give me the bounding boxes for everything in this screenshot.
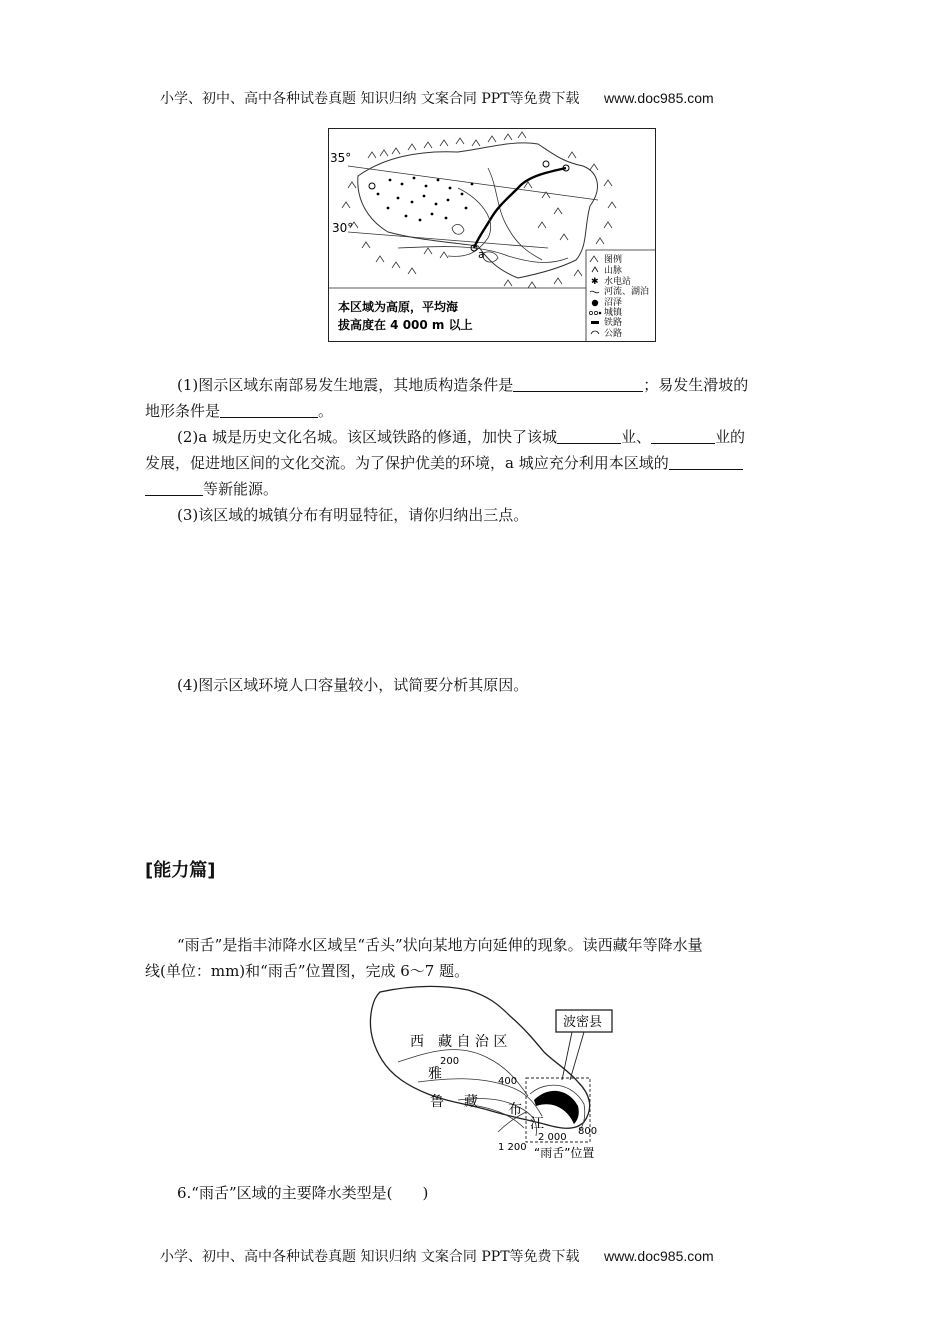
q4-text: (4)图示区域环境人口容量较小，试简要分析其原因。 — [177, 676, 529, 694]
legend-item: 城镇 — [604, 308, 623, 318]
q1-text-a: (1)图示区域东南部易发生地震，其地质构造条件是 — [177, 376, 514, 394]
river-label-lu: 鲁 — [430, 1094, 444, 1110]
footer-site-link[interactable]: www.doc985.com — [603, 1248, 714, 1264]
tibet-precip-map — [358, 982, 618, 1162]
region-label: 西 藏 自 治 区 — [410, 1034, 508, 1050]
swamp-icon — [592, 300, 598, 306]
legend-item: 山脉 — [604, 266, 623, 276]
q2-text-d: 发展，促进地区间的文化交流。为了保护优美的环境，a 城应充分利用本区域的 — [145, 454, 669, 472]
intro-text-1: “雨舌”是指丰沛降水区域呈“舌头”状向某地方向延伸的现象。读西藏年等降水量 — [177, 936, 703, 954]
q2-blank-2[interactable] — [651, 427, 715, 444]
map-note-line2: 拔高度在 4 000 m 以上 — [338, 318, 473, 332]
question-2-cont2 — [145, 476, 807, 502]
q2-text-c: 业的 — [714, 428, 745, 446]
railway-icon — [591, 321, 599, 324]
isohyet-2000-label: 2 000 — [538, 1132, 567, 1143]
q2-blank-3a[interactable] — [669, 453, 743, 470]
q2-text-e: 等新能源。 — [203, 480, 279, 498]
q2-blank-3b[interactable] — [145, 479, 203, 496]
footer-text: 小学、初中、高中各种试卷真题 知识归纳 文案合同 PPT等免费下载 — [160, 1249, 580, 1265]
q2-text-a: (2)a 城是历史文化名城。该区域铁路的修通，加快了该城 — [177, 428, 557, 446]
isohyet-200-label: 200 — [440, 1056, 460, 1067]
legend-item: 公路 — [604, 329, 623, 339]
legend-item: 铁路 — [604, 318, 623, 328]
legend-title: 图例 — [604, 255, 623, 265]
plateau-map — [328, 128, 656, 342]
question-2 — [145, 424, 807, 450]
hydropower-icon: ✱ — [591, 277, 599, 287]
isohyet-400-label: 400 — [498, 1076, 518, 1087]
q1-text-b: ；易发生滑坡的 — [643, 376, 749, 394]
page-header — [160, 88, 800, 108]
q2-text-b: 业、 — [620, 428, 651, 446]
lat-35-label: 35° — [330, 151, 352, 165]
question-3 — [145, 502, 807, 528]
q1-text-end: 。 — [318, 402, 334, 420]
intro-line1 — [145, 932, 807, 958]
header-text: 小学、初中、高中各种试卷真题 知识归纳 文案合同 PPT等免费下载 — [160, 91, 580, 107]
isohyet-1200-label: 1 200 — [498, 1142, 527, 1153]
county-label-bomi: 波密县 — [563, 1015, 603, 1030]
legend-item: 水电站 — [604, 277, 632, 287]
map-figure-plateau — [328, 128, 656, 342]
q2-blank-1[interactable] — [557, 427, 621, 444]
question-2-cont — [145, 450, 807, 476]
river-label-jiang: 江 — [530, 1116, 544, 1132]
question-4 — [145, 672, 807, 698]
q3-text: (3)该区域的城镇分布有明显特征，请你归纳出三点。 — [177, 506, 529, 524]
section-title: [能力篇] — [145, 860, 216, 881]
header-site-link[interactable]: www.doc985.com — [603, 90, 714, 106]
rain-tongue-caption: “雨舌”位置 — [534, 1146, 595, 1160]
lat-30-label: 30° — [332, 221, 354, 235]
question-1-cont — [145, 398, 807, 424]
map-note-line1: 本区域为高原，平均海 — [338, 300, 459, 314]
q6-text: 6.“雨舌”区域的主要降水类型是( ) — [177, 1184, 429, 1202]
question-6 — [145, 1180, 807, 1206]
question-1 — [145, 372, 807, 398]
legend-item: 沼泽 — [604, 298, 623, 308]
isohyet-800-label: 800 — [578, 1126, 598, 1137]
intro-text-2: 线(单位：mm)和“雨舌”位置图，完成 6～7 题。 — [145, 962, 470, 980]
intro-line2 — [145, 958, 807, 984]
river-label-ya: 雅 — [428, 1066, 442, 1082]
rain-tongue-map — [358, 982, 618, 1162]
river-label-zang: 藏 — [464, 1094, 478, 1110]
legend-item: 河流、湖泊 — [604, 287, 650, 297]
city-a-label: a — [478, 248, 485, 261]
river-label-bu: 布 — [508, 1102, 522, 1118]
q1-text-c: 地形条件是 — [145, 402, 221, 420]
q1-blank-2[interactable] — [220, 401, 318, 418]
q1-blank-1[interactable] — [513, 375, 643, 392]
page-footer — [160, 1246, 800, 1266]
